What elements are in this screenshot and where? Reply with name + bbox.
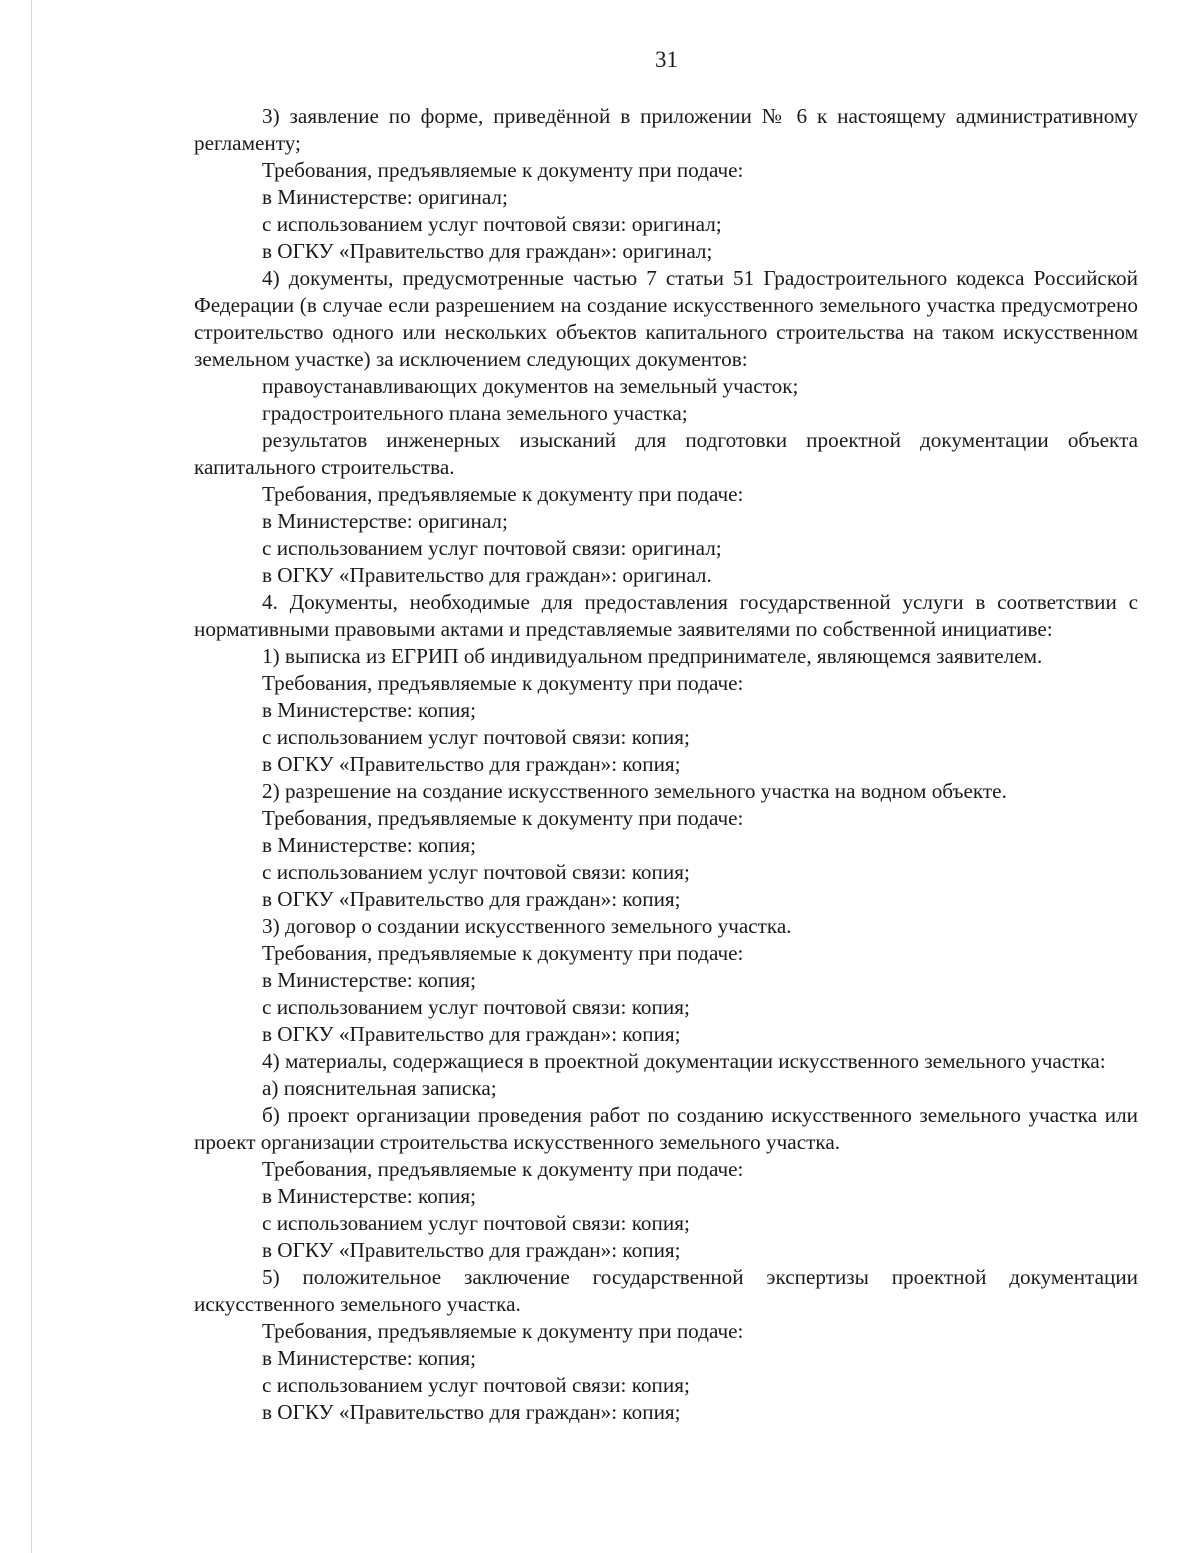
paragraph: в ОГКУ «Правительство для граждан»: копия; [262, 1022, 681, 1046]
paragraph: Требования, предъявляемые к документу при подаче: [262, 1157, 744, 1181]
paragraph: с использованием услуг почтовой связи: оригинал; [262, 212, 722, 236]
paragraph: в Министерстве: копия; [262, 968, 477, 992]
paragraph: с использованием услуг почтовой связи: копия; [262, 725, 690, 749]
paragraph: в Министерстве: оригинал; [262, 185, 508, 209]
paragraph: 4. Документы, необходимые для предоставления государственной услуги в соответствии с нормативными правовыми актами и представляемые заявителями по собственной инициативе: [194, 590, 1138, 641]
paragraph: Требования, предъявляемые к документу при подаче: [262, 671, 744, 695]
paragraph: 4) документы, предусмотренные частью 7 статьи 51 Градостроительного кодекса Российской Федерации (в случае если разрешением на создание искусственного земельного участка предусмотрено строительство одного или нескольких объектов капитального строительства на таком искусственном земельном участке) за исключением следующих документов: [194, 266, 1138, 371]
paragraph: градостроительного плана земельного участка; [262, 401, 688, 425]
page-number: 31 [655, 47, 678, 72]
paragraph: Требования, предъявляемые к документу при подаче: [262, 806, 744, 830]
paragraph: б) проект организации проведения работ по созданию искусственного земельного участка или проект организации строительства искусственного земельного участка. [194, 1103, 1138, 1154]
paragraph: 5) положительное заключение государственной экспертизы проектной документации искусственного земельного участка. [194, 1265, 1138, 1316]
paragraph: правоустанавливающих документов на земельный участок; [262, 374, 799, 398]
document-body [194, 103, 1138, 1426]
paragraph: с использованием услуг почтовой связи: копия; [262, 1373, 690, 1397]
paragraph: в Министерстве: оригинал; [262, 509, 508, 533]
paragraph: Требования, предъявляемые к документу при подаче: [262, 482, 744, 506]
paragraph: Требования, предъявляемые к документу при подаче: [262, 941, 744, 965]
paragraph: в Министерстве: копия; [262, 698, 477, 722]
paragraph: 4) материалы, содержащиеся в проектной документации искусственного земельного участка: [262, 1049, 1106, 1073]
paragraph: в Министерстве: копия; [262, 1184, 477, 1208]
paragraph: 2) разрешение на создание искусственного земельного участка на водном объекте. [262, 779, 1007, 803]
paragraph: 1) выписка из ЕГРИП об индивидуальном предпринимателе, являющемся заявителем. [262, 644, 1043, 668]
paragraph: в ОГКУ «Правительство для граждан»: копия; [262, 1238, 681, 1262]
paragraph: а) пояснительная записка; [262, 1076, 497, 1100]
scan-edge-line [31, 0, 32, 1553]
paragraph: с использованием услуг почтовой связи: оригинал; [262, 536, 722, 560]
paragraph: с использованием услуг почтовой связи: копия; [262, 860, 690, 884]
paragraph: в Министерстве: копия; [262, 1346, 477, 1370]
paragraph: 3) заявление по форме, приведённой в приложении № 6 к настоящему административному регламенту; [194, 104, 1138, 155]
paragraph: в ОГКУ «Правительство для граждан»: оригинал. [262, 563, 712, 587]
paragraph: в ОГКУ «Правительство для граждан»: копия; [262, 1400, 681, 1424]
paragraph: в ОГКУ «Правительство для граждан»: копия; [262, 752, 681, 776]
paragraph: с использованием услуг почтовой связи: копия; [262, 995, 690, 1019]
paragraph: в Министерстве: копия; [262, 833, 477, 857]
paragraph: с использованием услуг почтовой связи: копия; [262, 1211, 690, 1235]
paragraph: Требования, предъявляемые к документу при подаче: [262, 158, 744, 182]
paragraph: в ОГКУ «Правительство для граждан»: копия; [262, 887, 681, 911]
paragraph: 3) договор о создании искусственного земельного участка. [262, 914, 792, 938]
paragraph: в ОГКУ «Правительство для граждан»: оригинал; [262, 239, 713, 263]
paragraph: Требования, предъявляемые к документу при подаче: [262, 1319, 744, 1343]
paragraph: результатов инженерных изысканий для подготовки проектной документации объекта капитального строительства. [194, 428, 1138, 479]
